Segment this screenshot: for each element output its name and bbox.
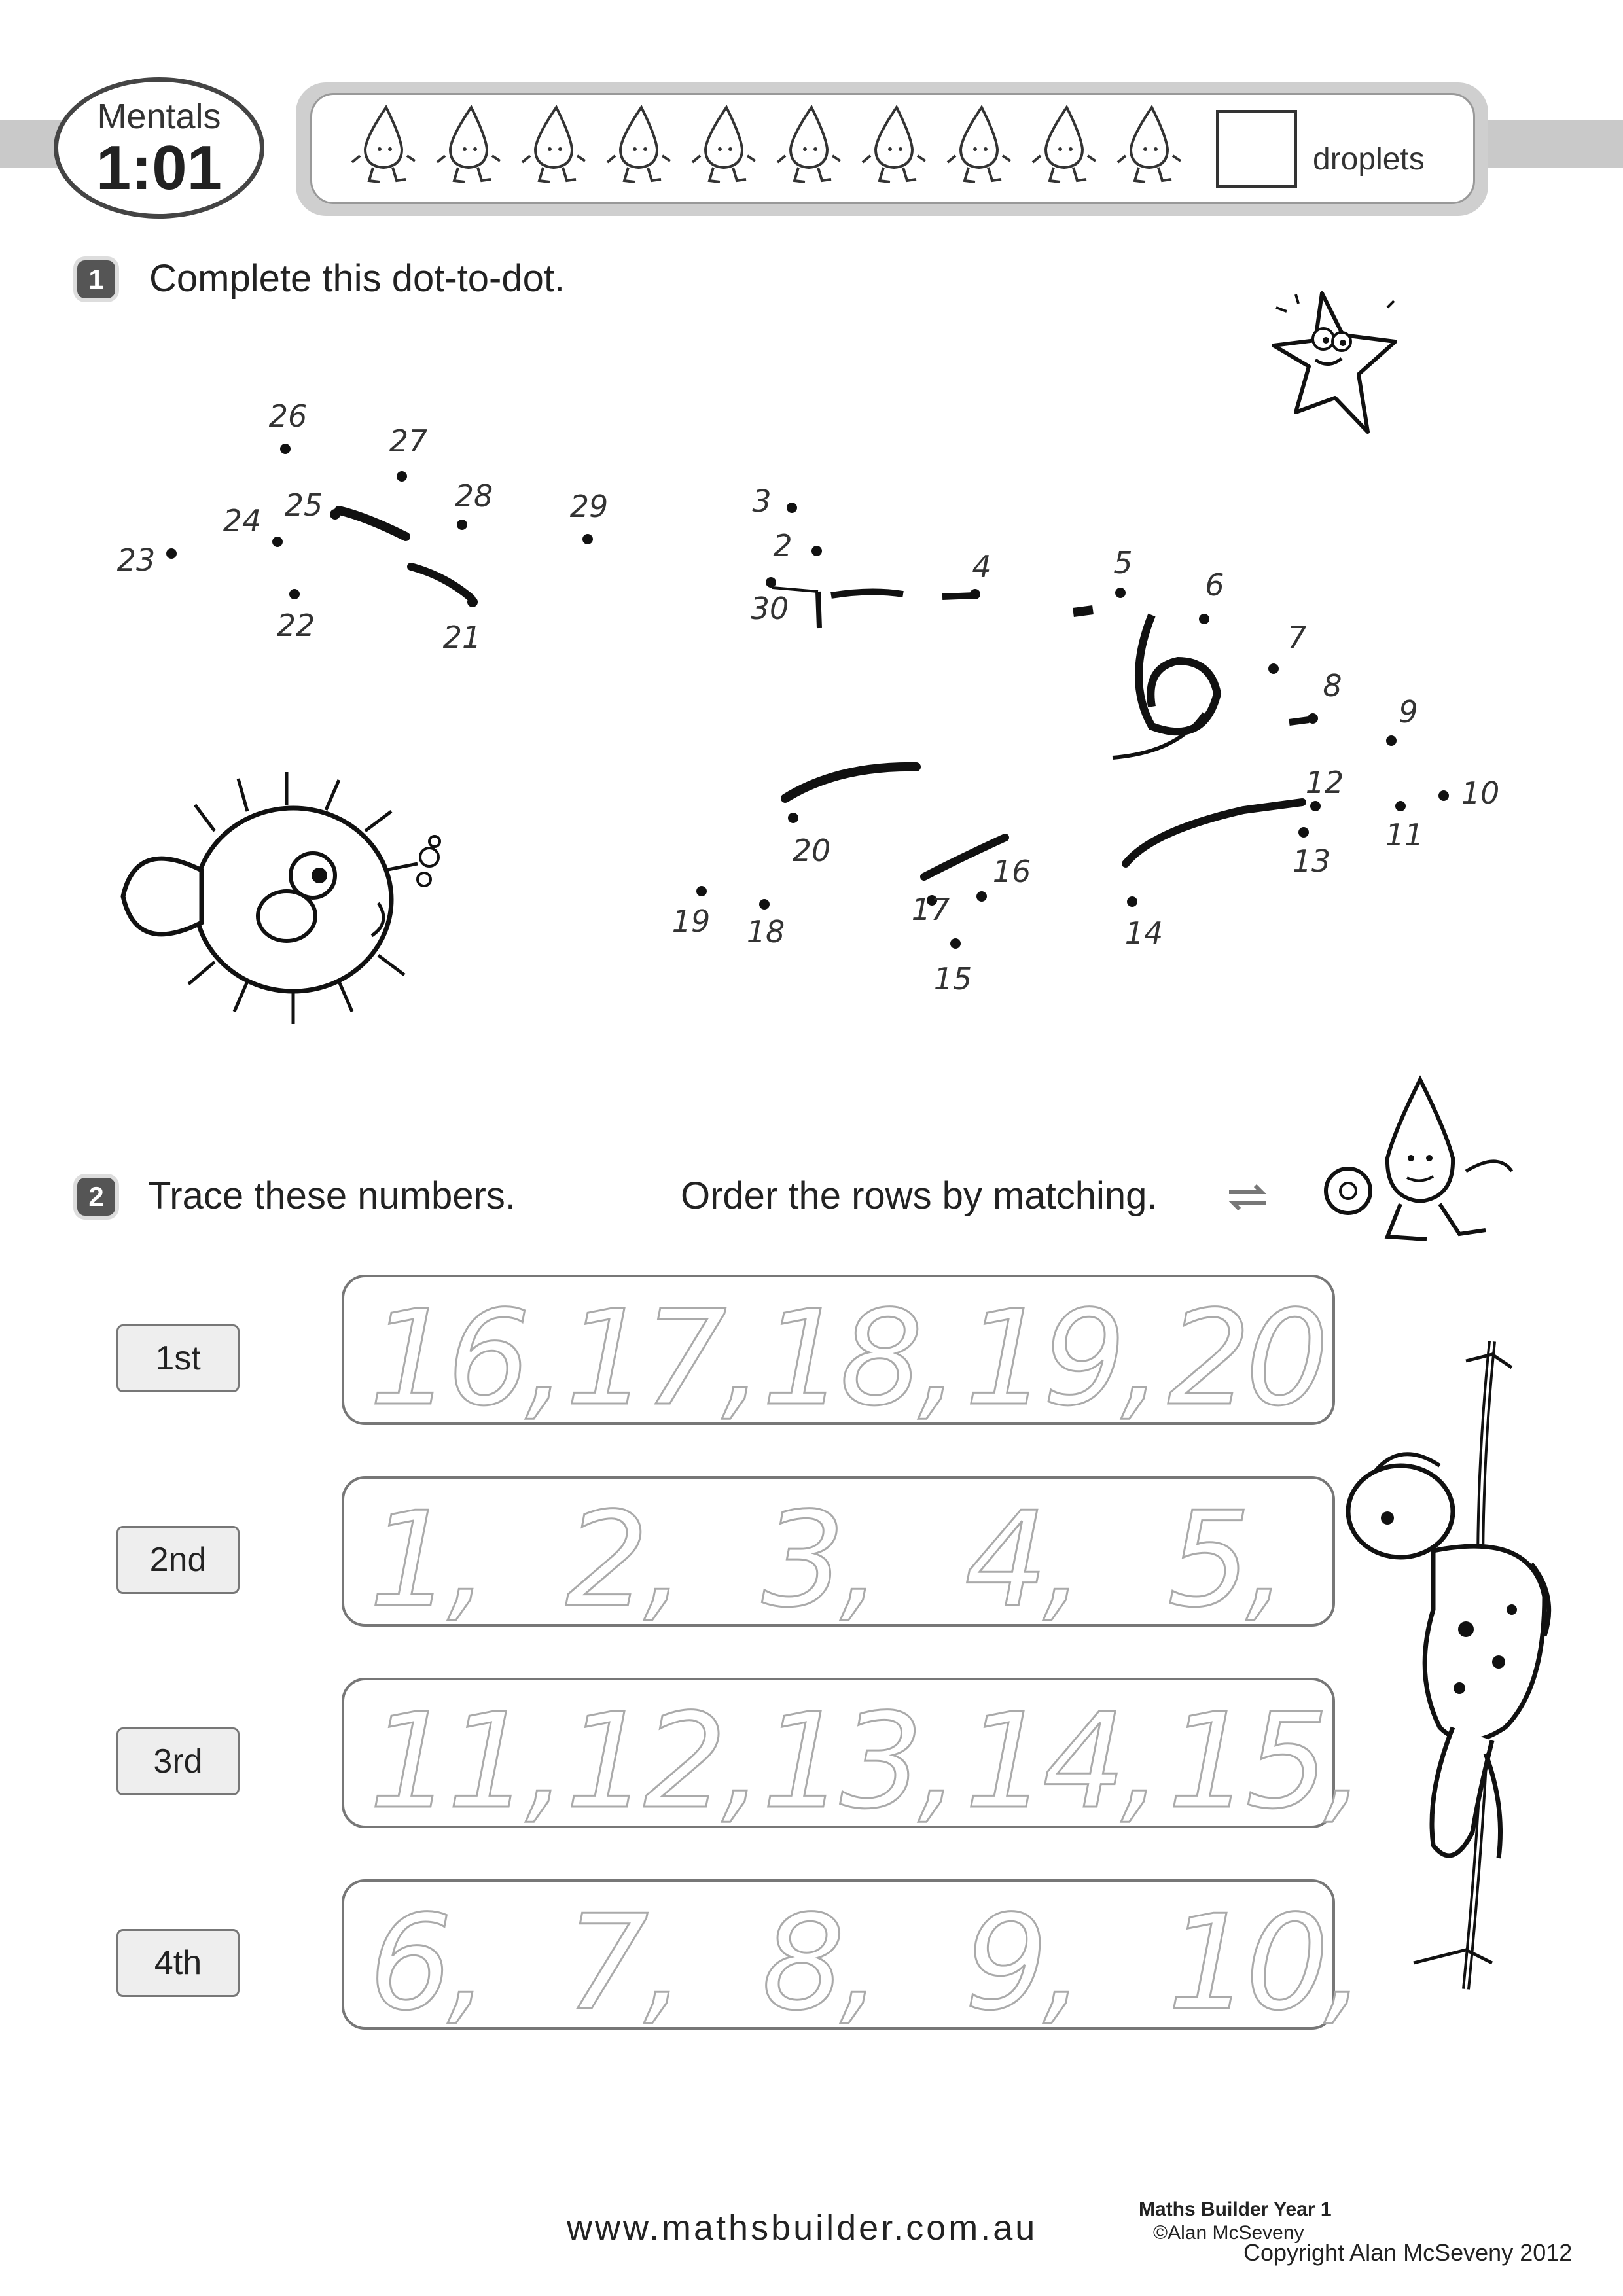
trace-row-box[interactable] (342, 1275, 1335, 1435)
trace-number[interactable]: 20 (1168, 1282, 1324, 1435)
dot-label-2: 2 (773, 528, 793, 563)
dot-point-27[interactable] (397, 471, 407, 482)
trace-number[interactable]: 11, (369, 1686, 562, 1838)
trace-number[interactable]: 10, (1168, 1887, 1361, 2040)
trace-number[interactable]: 9, (965, 1887, 1079, 2040)
dot-label-16: 16 (992, 854, 1031, 889)
trace-number[interactable]: 16, (369, 1282, 562, 1435)
dot-point-15[interactable] (950, 938, 961, 949)
dot-label-25: 25 (284, 487, 323, 523)
trace-number[interactable]: 17, (565, 1282, 758, 1435)
dot-label-9: 9 (1399, 694, 1418, 730)
dot-point-12[interactable] (1310, 801, 1321, 811)
dot-label-17: 17 (911, 892, 950, 927)
caveman-climbing-illustration (1335, 1335, 1597, 1996)
trace-number[interactable]: 12, (565, 1686, 758, 1838)
trace-row-box[interactable] (342, 1476, 1335, 1636)
dot-label-14: 14 (1124, 915, 1164, 951)
row-order-label[interactable]: 2nd (116, 1526, 240, 1594)
mentals-label: Mentals (97, 97, 221, 136)
dot-label-4: 4 (972, 549, 991, 584)
trace-number[interactable]: 5, (1168, 1484, 1282, 1636)
dot-point-29[interactable] (582, 534, 593, 544)
dot-point-13[interactable] (1298, 827, 1309, 838)
dot-label-13: 13 (1292, 843, 1331, 879)
dot-point-18[interactable] (759, 899, 770, 910)
dot-point-11[interactable] (1395, 801, 1406, 811)
dot-point-25[interactable] (330, 509, 340, 520)
dot-point-8[interactable] (1308, 713, 1318, 724)
trace-number[interactable]: 2, (565, 1484, 680, 1636)
row-order-label[interactable]: 1st (116, 1324, 240, 1392)
dot-label-28: 28 (454, 478, 493, 514)
dot-point-28[interactable] (457, 520, 467, 530)
trace-number[interactable]: 1, (369, 1484, 484, 1636)
row-order-label[interactable]: 3rd (116, 1727, 240, 1795)
dot-label-15: 15 (933, 961, 972, 997)
question-1-prompt: Complete this dot-to-dot. (149, 257, 565, 300)
dot-point-2[interactable] (812, 546, 822, 556)
dot-point-16[interactable] (976, 891, 987, 902)
trace-row-box[interactable] (342, 1678, 1361, 1838)
footer-book-title: Maths Builder Year 1 (1139, 2199, 1332, 2220)
dot-point-4[interactable] (970, 589, 980, 599)
mentals-number: 1:01 (96, 133, 223, 203)
dot-label-5: 5 (1113, 545, 1133, 580)
dot-point-9[interactable] (1386, 735, 1397, 746)
trace-number[interactable]: 3, (762, 1484, 876, 1636)
droplet-flower-illustration (1309, 1073, 1525, 1256)
dot-label-12: 12 (1305, 765, 1344, 800)
droplets-label: droplets (1313, 142, 1425, 177)
trace-row-box[interactable] (342, 1879, 1361, 2040)
dot-point-20[interactable] (788, 813, 798, 823)
trace-number[interactable]: 19, (965, 1282, 1158, 1435)
trace-number[interactable]: 4, (965, 1484, 1079, 1636)
dot-label-22: 22 (276, 608, 315, 643)
dot-point-5[interactable] (1115, 588, 1126, 598)
dot-label-6: 6 (1205, 567, 1224, 603)
dot-label-23: 23 (116, 542, 156, 578)
dot-point-14[interactable] (1127, 896, 1137, 907)
dot-point-3[interactable] (787, 503, 797, 513)
dot-point-6[interactable] (1199, 614, 1209, 624)
trace-number[interactable]: 14, (965, 1686, 1158, 1838)
dot-label-19: 19 (671, 904, 711, 939)
dot-label-11: 11 (1385, 817, 1424, 853)
trace-number[interactable]: 7, (565, 1887, 680, 2040)
trace-number[interactable]: 6, (369, 1887, 484, 2040)
question-2-instruction: Order the rows by matching. (681, 1174, 1158, 1217)
row-order-label[interactable]: 4th (116, 1929, 240, 1997)
swap-arrows-icon (1226, 1183, 1268, 1212)
dot-point-7[interactable] (1268, 663, 1279, 674)
question-2-badge: 2 (77, 1178, 115, 1216)
dot-point-19[interactable] (696, 886, 707, 896)
dot-label-21: 21 (442, 620, 482, 655)
dot-point-26[interactable] (280, 444, 291, 454)
dot-label-27: 27 (389, 423, 428, 459)
trace-number[interactable]: 8, (762, 1887, 876, 2040)
footer-author: ©Alan McSeveny (1153, 2222, 1304, 2244)
dot-point-23[interactable] (166, 548, 177, 559)
dot-label-30: 30 (750, 591, 789, 626)
footer-url: www.mathsbuilder.com.au (567, 2208, 1038, 2248)
dot-label-20: 20 (792, 833, 831, 868)
dot-label-26: 26 (268, 398, 308, 434)
dot-label-29: 29 (569, 489, 609, 524)
dot-point-30[interactable] (766, 577, 776, 588)
dot-point-21[interactable] (467, 597, 478, 607)
dot-point-22[interactable] (289, 589, 300, 599)
question-1-badge: 1 (77, 260, 115, 298)
dot-label-10: 10 (1461, 775, 1500, 811)
dot-label-24: 24 (223, 503, 262, 539)
trace-number[interactable]: 18, (762, 1282, 955, 1435)
trace-number[interactable]: 13, (762, 1686, 955, 1838)
dot-point-10[interactable] (1438, 790, 1449, 801)
dot-label-3: 3 (752, 484, 772, 519)
footer-copyright: Copyright Alan McSeveny 2012 (1243, 2239, 1573, 2266)
dot-point-24[interactable] (272, 537, 283, 547)
dot-label-8: 8 (1323, 668, 1342, 703)
dot-label-18: 18 (746, 914, 785, 949)
question-2-prompt: Trace these numbers. (148, 1174, 516, 1217)
dot-label-7: 7 (1287, 620, 1307, 655)
pufferfish-illustration (116, 759, 470, 1034)
trace-number[interactable]: 15, (1168, 1686, 1361, 1838)
